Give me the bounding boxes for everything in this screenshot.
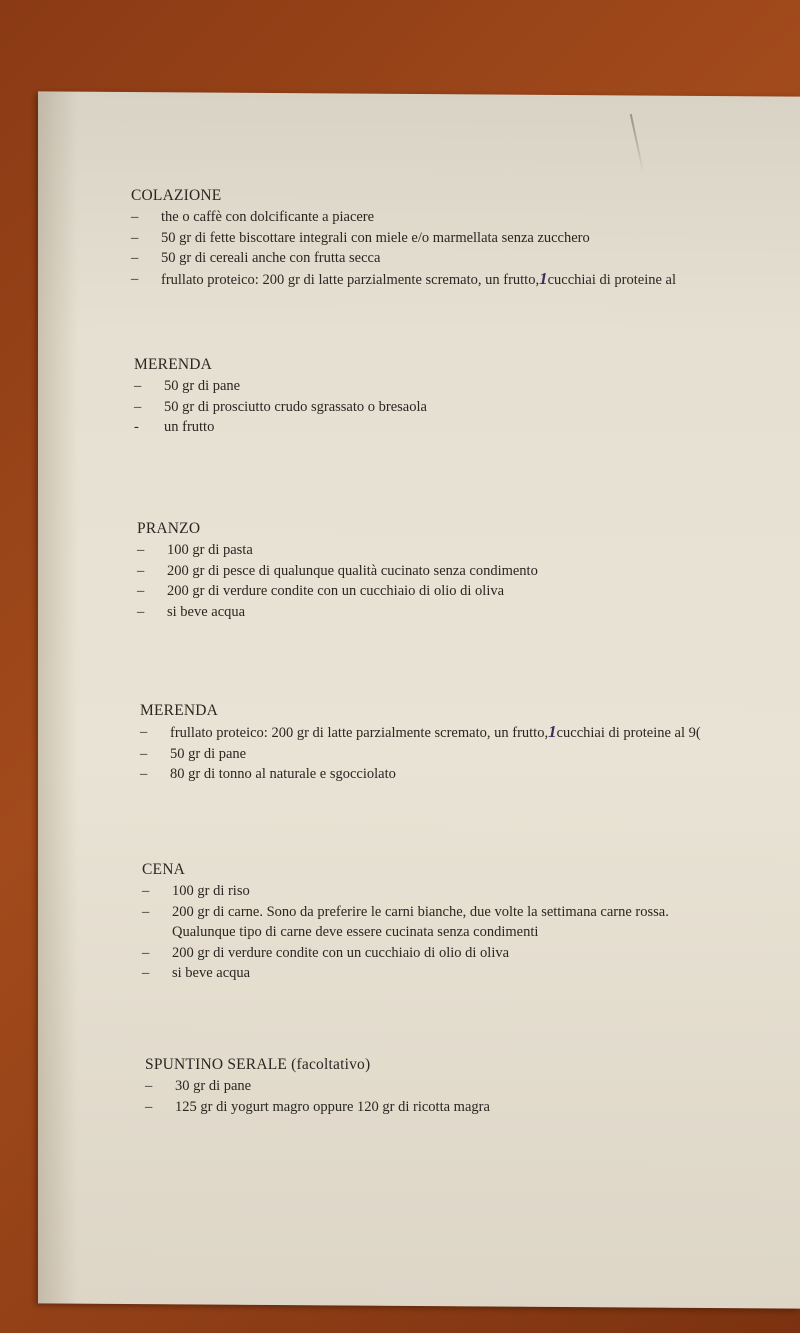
list-item xyxy=(131,269,676,291)
item-text: 200 gr di verdure condite con un cucchiaio di olio di oliva xyxy=(167,583,505,599)
bullet: – xyxy=(137,562,145,579)
item-text: si beve acqua xyxy=(172,965,251,981)
list-item xyxy=(137,581,538,602)
list-item xyxy=(134,376,427,397)
list-item xyxy=(137,561,538,582)
item-continuation: Qualunque tipo di carne deve essere cucinata senza condimenti xyxy=(172,924,539,940)
bullet: - xyxy=(134,419,139,435)
item-text-before: frullato proteico: 200 gr di latte parzialmente scremato, un frutto, xyxy=(161,271,540,288)
item-text xyxy=(170,722,701,744)
list-item xyxy=(131,207,676,228)
section-cena xyxy=(142,861,669,984)
item-text: the o caffè con dolcificante a piacere xyxy=(161,209,375,225)
paper-fold xyxy=(630,114,644,173)
handwritten-number: 1 xyxy=(539,268,548,288)
section-heading: CENA xyxy=(142,861,185,878)
bullet: – xyxy=(142,903,150,920)
bullet: – xyxy=(131,270,139,287)
bullet: – xyxy=(142,944,150,961)
item-text: un frutto xyxy=(164,419,215,435)
bullet: – xyxy=(131,250,139,266)
section-colazione xyxy=(131,187,676,290)
list-item xyxy=(140,744,701,765)
bullet: – xyxy=(140,745,148,762)
list-item xyxy=(145,1097,490,1118)
section-spuntino-serale xyxy=(145,1056,490,1117)
item-text-after: cucchiai di proteine al 9( xyxy=(556,725,701,741)
bullet: – xyxy=(134,398,142,415)
item-text: 50 gr di pane xyxy=(164,378,241,394)
list-item xyxy=(140,764,701,785)
item-text: 200 gr di carne. Sono da preferire le carni bianche, due volte la settimana carne rossa. xyxy=(172,903,669,920)
bullet: – xyxy=(145,1078,153,1094)
list-item xyxy=(137,540,538,561)
item-text-after: cucchiai di proteine al xyxy=(547,271,677,288)
bullet: – xyxy=(140,724,148,740)
bullet: – xyxy=(137,603,145,620)
item-text: 200 gr di pesce di qualunque qualità cucinato senza condimento xyxy=(167,562,538,579)
section-heading: COLAZIONE xyxy=(131,187,222,204)
item-text: 50 gr di prosciutto crudo sgrassato o bresaola xyxy=(164,398,427,415)
bullet: – xyxy=(137,583,145,599)
section-heading: MERENDA xyxy=(134,356,213,373)
bullet: – xyxy=(131,229,139,246)
list-item xyxy=(134,417,427,438)
bullet: – xyxy=(131,209,139,225)
section-heading: MERENDA xyxy=(140,702,219,719)
bullet: – xyxy=(140,766,148,782)
item-text: 50 gr di pane xyxy=(170,745,247,762)
item-text: 100 gr di riso xyxy=(172,883,250,899)
section-pranzo xyxy=(137,520,538,622)
list-item xyxy=(131,248,676,269)
list-item xyxy=(142,902,669,923)
handwritten-number: 1 xyxy=(548,722,557,741)
list-item xyxy=(142,963,669,984)
section-heading: SPUNTINO SERALE (facoltativo) xyxy=(145,1056,371,1073)
item-text-before: frullato proteico: 200 gr di latte parzialmente scremato, un frutto, xyxy=(170,725,549,741)
item-text: 30 gr di pane xyxy=(175,1078,252,1094)
bullet: – xyxy=(137,542,145,558)
item-text: 100 gr di pasta xyxy=(167,542,253,558)
item-text: 200 gr di verdure condite con un cucchiaio di olio di oliva xyxy=(172,944,510,961)
list-item xyxy=(145,1076,490,1097)
list-item xyxy=(131,228,676,249)
item-text xyxy=(161,269,676,291)
list-item xyxy=(137,602,538,623)
list-item xyxy=(140,722,701,744)
list-item xyxy=(142,943,669,964)
bullet: – xyxy=(142,965,150,981)
list-item xyxy=(142,881,669,902)
item-text: 50 gr di fette biscottare integrali con miele e/o marmellata senza zucchero xyxy=(161,229,590,246)
item-text: 50 gr di cereali anche con frutta secca xyxy=(161,250,381,266)
item-text: 80 gr di tonno al naturale e sgocciolato xyxy=(170,766,396,782)
bullet: – xyxy=(134,378,142,394)
item-text: si beve acqua xyxy=(167,603,246,620)
list-item xyxy=(134,397,427,418)
bullet: – xyxy=(142,883,150,899)
section-merenda-2 xyxy=(140,702,701,785)
section-merenda-1 xyxy=(134,356,427,438)
item-text: 125 gr di yogurt magro oppure 120 gr di ricotta magra xyxy=(175,1098,490,1115)
bullet: – xyxy=(145,1098,153,1115)
section-heading: PRANZO xyxy=(137,520,201,537)
